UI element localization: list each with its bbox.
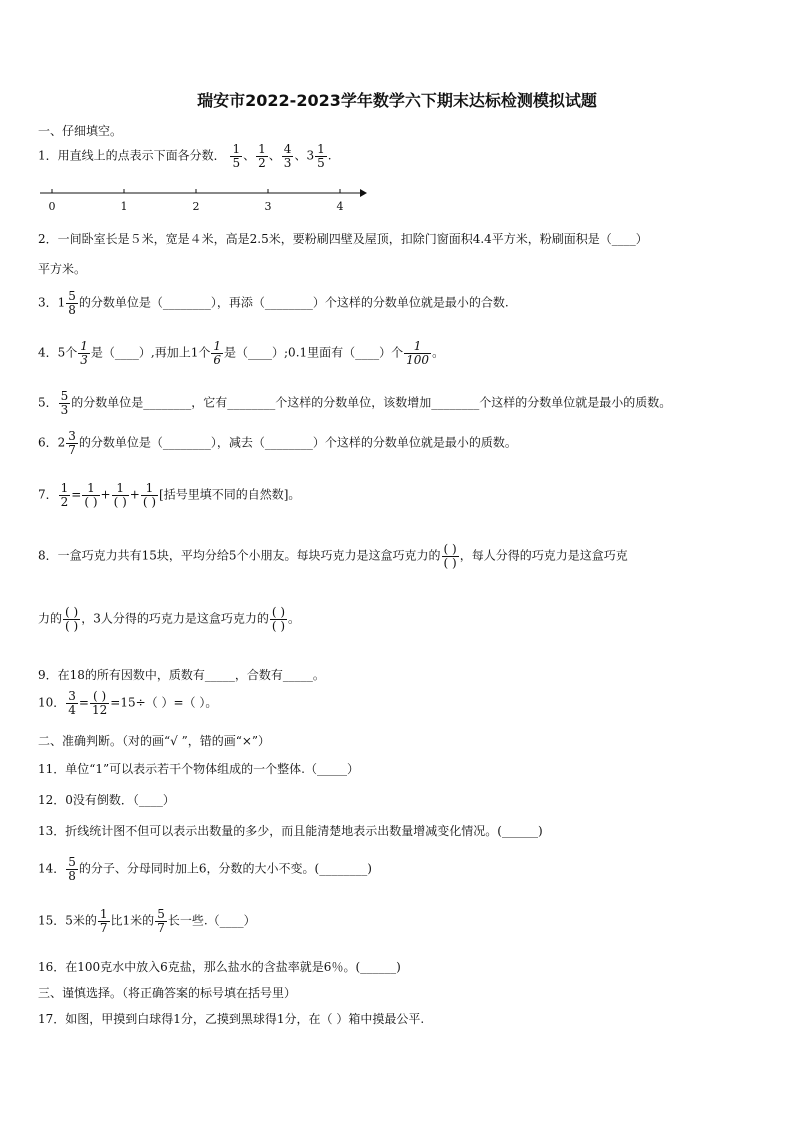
mixed-number: 3 $\frac{1}{5}$ [306,142,325,170]
fraction: $\frac{1}{5}$ [232,142,241,170]
fraction: $\frac{1}{3}$ [80,339,88,367]
question-5: 5． $\frac{5}{3}$ 的分数单位是________，它有________个这样的分数单位，该数增加________个这样的分数单位就是最小的质数。 [38,389,672,417]
question-15: 15．5米的 $\frac{1}{7}$ 比1米的 $\frac{5}{7}$ 长一些.（____） [38,907,256,935]
fraction-blank: $\frac{1}{( )}$ [113,481,127,509]
question-9: 9．在18的所有因数中，质数有_____，合数有_____。 [38,668,325,682]
question-2: 2．一间卧室长是５米，宽是４米，高是2.5米，要粉刷四壁及屋顶，扣除门窗面积4.4平方米，粉刷面积是（____） [38,232,648,246]
question-7: 7． $\frac{1}{2}$ = $\frac{1}{( )}$ + $\frac{1}{( )}$ + $\frac{1}{( )}$ [括号里填不同的自然数]。 [38,481,301,509]
fraction-blank: $\frac{1}{( )}$ [142,481,157,509]
tick-label: 2 [192,200,200,213]
question-16: 16．在100克水中放入6克盐，那么盐水的含盐率就是6％。(______) [38,960,401,974]
number-line-axis [38,186,368,200]
question-text: 用直线上的点表示下面各分数． [57,148,226,163]
fraction: $\frac{1}{2}$ [60,481,69,509]
tick-label: 3 [264,200,272,213]
fraction: $\frac{5}{3}$ [60,389,69,417]
section-heading-2: 二、准确判断。（对的画“√ ”，错的画“×”） [38,734,271,748]
question-4: 4．5个 $\frac{1}{3}$ 是（____）,再加上1个 $\frac{1}{6}$ 是（____）;0.1里面有（____）个 $\frac{1}{100}$ 。 [38,339,445,367]
tick-label: 4 [336,200,344,213]
fraction: $\frac{5}{8}$ [68,855,76,883]
question-8-continued: 力的 $\frac{( )}{( )}$ ，3人分得的巧克力是这盒巧克力的 $\frac{( )}{( )}$ 。 [38,605,301,633]
fraction-blank: $\frac{( )}{( )}$ [443,542,457,570]
fraction: $\frac{1}{100}$ [406,339,430,367]
fraction: $\frac{4}{3}$ [283,142,292,170]
fraction: $\frac{3}{4}$ [68,689,76,717]
question-2-continued: 平方米。 [38,262,87,276]
mixed-number: 2 $\frac{3}{7}$ [57,429,76,457]
question-1: 1．用直线上的点表示下面各分数． $\frac{1}{5}$ 、 $\frac{1}{2}$ 、 $\frac{4}{3}$ 、3 $\frac{1}{5}$ . [38,142,332,170]
fraction: $\frac{1}{2}$ [258,142,266,170]
section-heading-1: 一、仔细填空。 [38,124,123,138]
question-14: 14． $\frac{5}{8}$ 的分子、分母同时加上6，分数的大小不变。(________) [38,855,372,883]
fraction-blank: $\frac{( )}{( )}$ [65,605,79,633]
tick-label: 1 [120,200,128,213]
mixed-number: 1 $\frac{5}{8}$ [57,289,76,317]
fraction: $\frac{1}{7}$ [99,907,108,935]
question-13: 13．折线统计图不但可以表示出数量的多少，而且能清楚地表示出数量增减变化情况。(______) [38,824,543,838]
section-heading-3: 三、谨慎选择。（将正确答案的标号填在括号里） [38,986,297,1000]
fraction-blank: $\frac{( )}{12}$ [91,689,108,717]
fraction: $\frac{1}{6}$ [213,339,222,367]
fraction: $\frac{5}{7}$ [157,907,165,935]
question-17: 17．如图，甲摸到白球得1分，乙摸到黑球得1分，在（ ）箱中摸最公平. [38,1012,425,1026]
question-10: 10． $\frac{3}{4}$ = $\frac{( )}{12}$ =15÷（ ）=（ ）。 [38,689,218,717]
question-3: 3．1 $\frac{5}{8}$ 的分数单位是（________），再添（________）个这样的分数单位就是最小的合数. [38,289,509,317]
question-12: 12．0没有倒数．（____） [38,793,175,807]
question-8: 8．一盒巧克力共有15块，平均分给5个小朋友。每块巧克力是这盒巧克力的 $\frac{( )}{( )}$ ，每人分得的巧克力是这盒巧克 [38,542,628,570]
question-6: 6．2 $\frac{3}{7}$ 的分数单位是（________），减去（________）个这样的分数单位就是最小的质数。 [38,429,517,457]
tick-label: 0 [48,200,56,213]
fraction-blank: $\frac{1}{( )}$ [84,481,98,509]
question-number: 1． [38,148,58,163]
question-11: 11．单位“1”可以表示若干个物体组成的一个整体.（_____） [38,762,359,776]
page-title: 瑞安市2022-2023学年数学六下期末达标检测模拟试题 [197,91,597,110]
fraction-blank: $\frac{( )}{( )}$ [271,605,286,633]
